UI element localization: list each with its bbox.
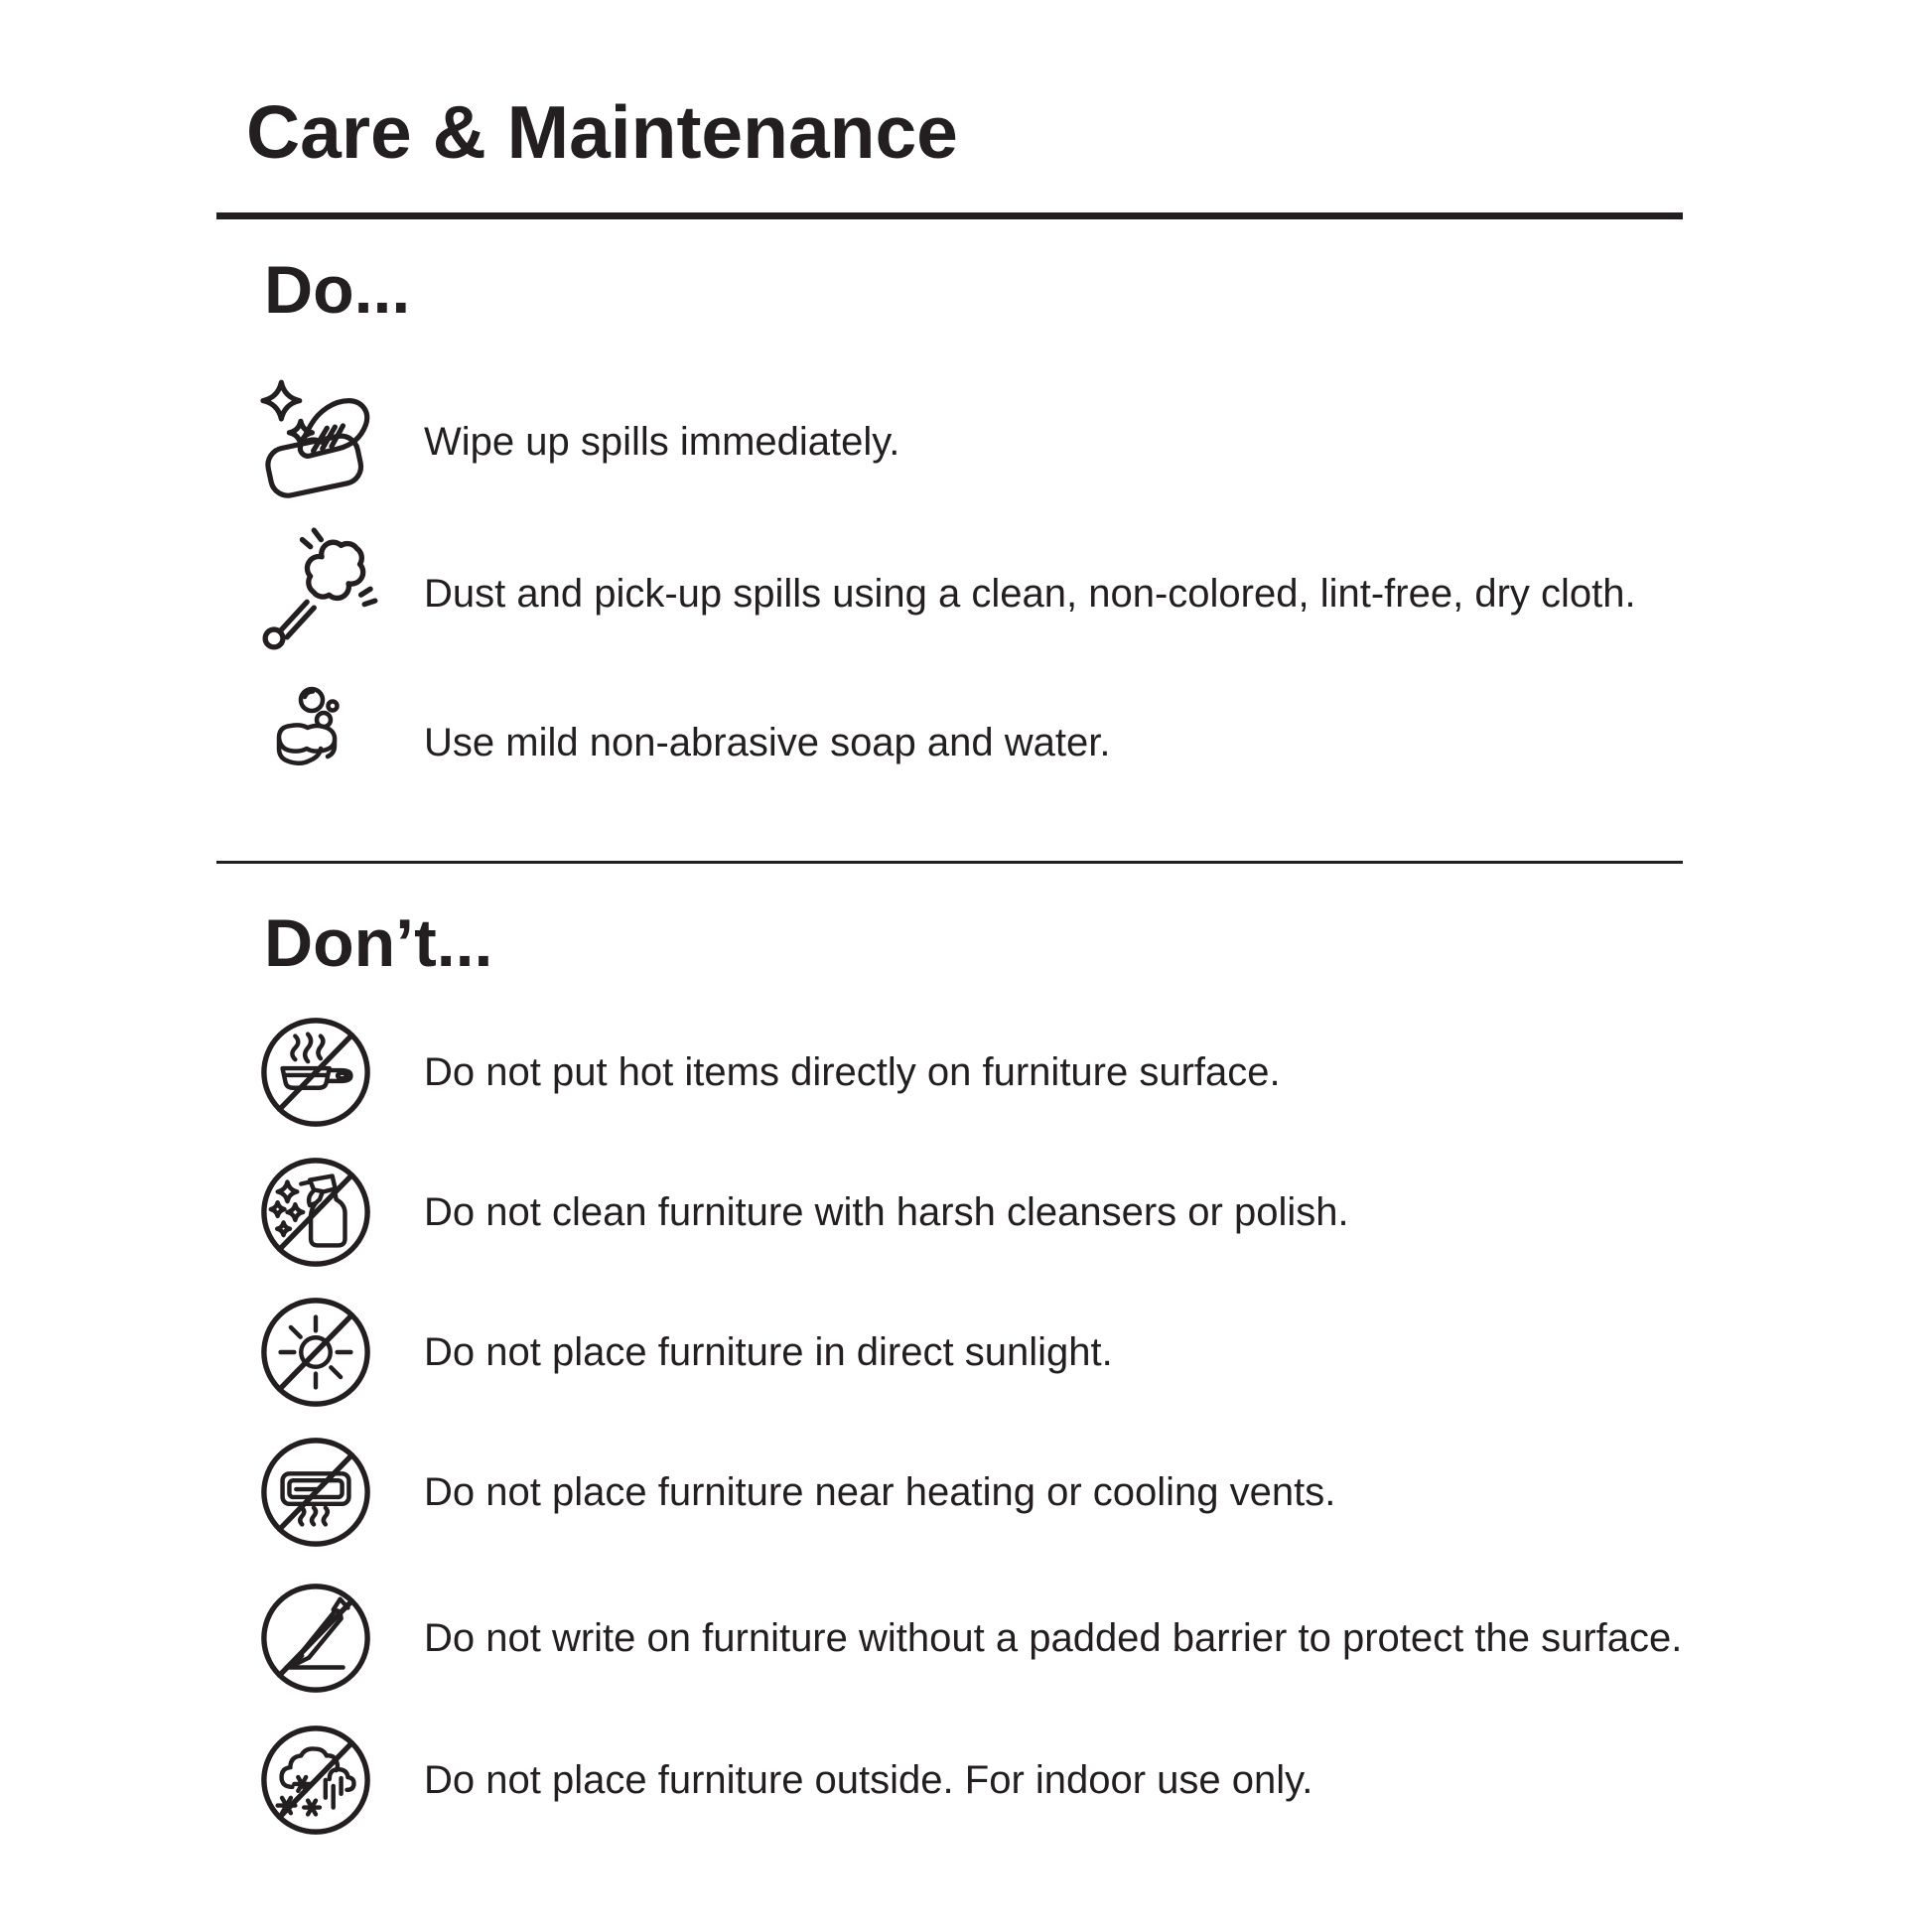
dont-item-row	[257, 1580, 1796, 1697]
dont-item-row	[257, 1294, 1796, 1411]
no-direct-sunlight-icon	[257, 1294, 374, 1411]
dont-item-text: Do not write on furniture without a padded barrier to protect the surface.	[424, 1616, 1683, 1660]
title-divider	[216, 212, 1683, 219]
dont-section-heading: Don’t...	[264, 905, 493, 981]
duster-icon	[248, 523, 389, 664]
dont-item-text: Do not place furniture near heating or cooling vents.	[424, 1470, 1336, 1514]
no-outdoor-use-icon	[257, 1722, 374, 1839]
do-item-text: Dust and pick-up spills using a clean, non-colored, lint-free, dry cloth.	[424, 572, 1636, 616]
no-writing-icon	[257, 1580, 374, 1697]
soap-water-icon	[248, 683, 367, 802]
wipe-spills-icon	[248, 373, 385, 510]
dont-item-row	[257, 1154, 1796, 1271]
no-harsh-cleansers-icon	[257, 1154, 374, 1271]
do-item-row	[248, 683, 1797, 802]
do-section-heading: Do...	[264, 252, 411, 328]
dont-item-text: Do not clean furniture with harsh cleansers or polish.	[424, 1190, 1349, 1234]
do-item-text: Use mild non-abrasive soap and water.	[424, 721, 1111, 764]
section-divider	[216, 861, 1683, 864]
dont-item-text: Do not put hot items directly on furniture surface.	[424, 1050, 1281, 1094]
dont-item-text: Do not place furniture outside. For indoor use only.	[424, 1758, 1313, 1802]
do-item-row	[248, 520, 1797, 667]
page-title: Care & Maintenance	[246, 90, 958, 174]
do-item-row	[248, 379, 1797, 504]
dont-item-row	[257, 1014, 1796, 1131]
do-item-text: Wipe up spills immediately.	[424, 420, 900, 464]
dont-item-text: Do not place furniture in direct sunlight.	[424, 1330, 1113, 1374]
no-hot-items-icon	[257, 1014, 374, 1131]
dont-item-row	[257, 1434, 1796, 1551]
no-heating-vents-icon	[257, 1434, 374, 1551]
dont-item-row	[257, 1722, 1796, 1839]
